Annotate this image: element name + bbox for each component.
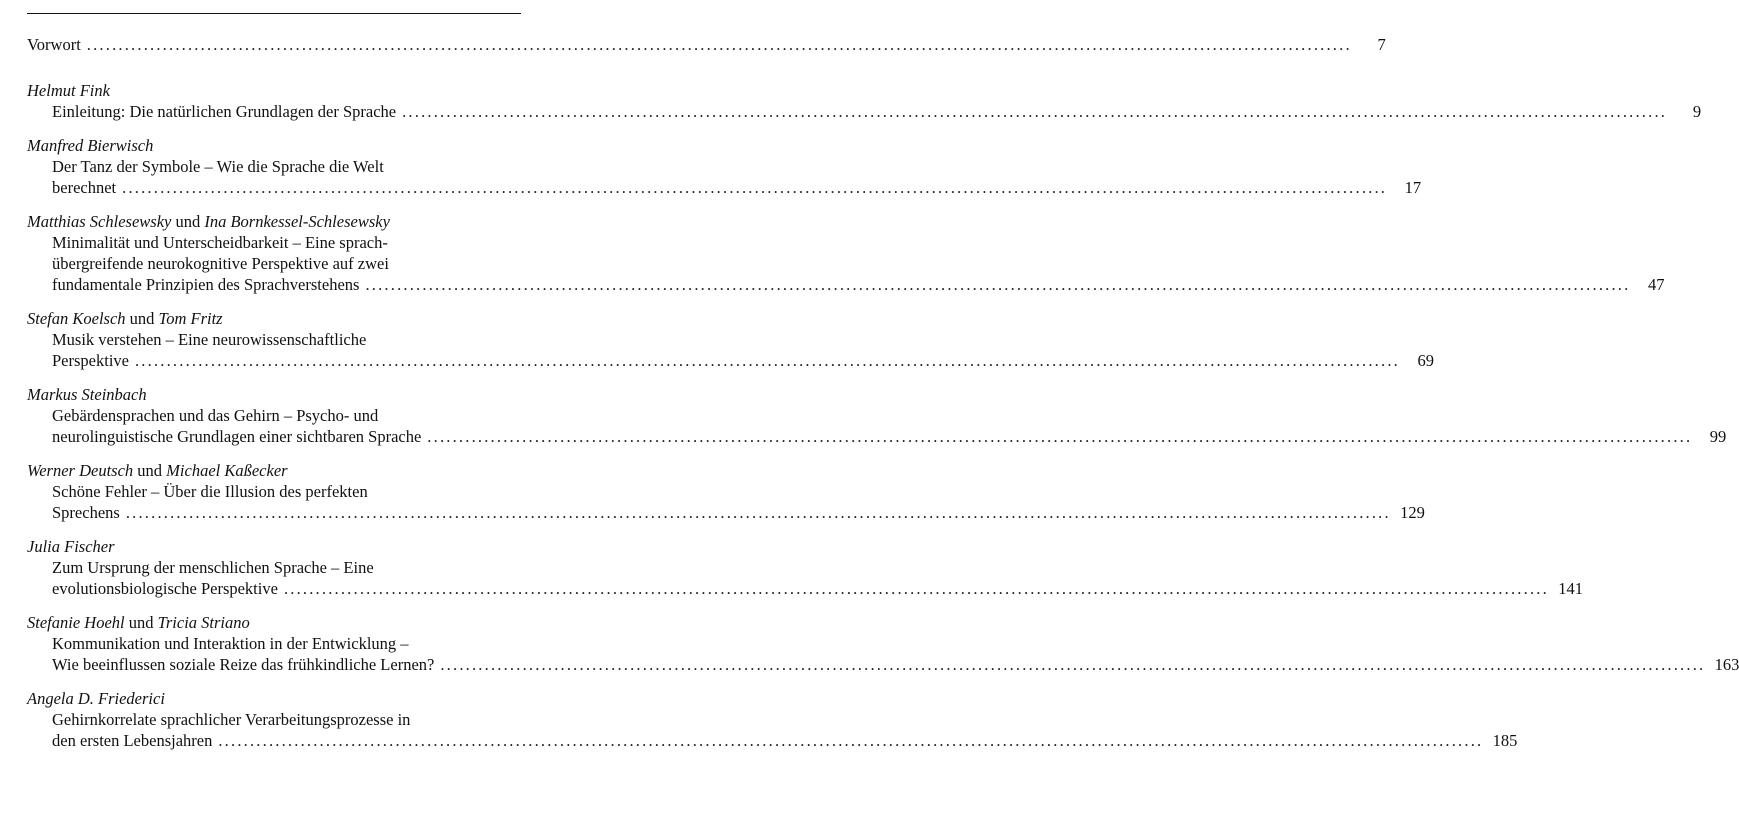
author-name: Tom Fritz <box>158 309 223 328</box>
top-rule <box>27 13 521 14</box>
title-line: neurolinguistische Grundlagen einer sichtbaren Sprache <box>52 427 422 446</box>
title-line: Gehirnkorrelate sprachlicher Verarbeitungsprozesse in <box>52 710 411 729</box>
toc-title <box>27 329 1434 371</box>
title-line: Wie beeinflussen soziale Reize das frühkindliche Lernen? <box>52 655 435 674</box>
author-name: Markus Steinbach <box>27 385 147 404</box>
dot-leader: ........................................................................................................................................................................................................ <box>125 503 1391 522</box>
author-name: Helmut Fink <box>27 81 110 100</box>
author-name: Ina Bornkessel-Schlesewsky <box>204 212 390 231</box>
title-line: Kommunikation und Interaktion in der Entwicklung – <box>52 634 409 653</box>
toc-title <box>27 633 1739 675</box>
toc-authors <box>27 612 521 633</box>
dot-leader: ........................................................................................................................................................................................................ <box>440 655 1706 674</box>
toc-title <box>27 156 1422 198</box>
title-last-line <box>52 274 1665 295</box>
toc-page <box>27 0 1739 832</box>
title-last-line <box>52 350 1434 371</box>
page-number: 163 <box>1714 655 1739 674</box>
dot-leader: ........................................................................................................................................................................................................ <box>283 579 1549 598</box>
title-line: Einleitung: Die natürlichen Grundlagen der Sprache <box>52 102 397 121</box>
title-last-line <box>52 177 1422 198</box>
title-last-line <box>52 654 1739 675</box>
page-number: 9 <box>1692 102 1702 121</box>
title-line: Sprechens <box>52 503 120 522</box>
author-name: Julia Fischer <box>27 537 115 556</box>
toc-title <box>27 34 1386 55</box>
title-line: Minimalität und Unterscheidbarkeit – Eine sprach- <box>52 233 388 252</box>
title-line: berechnet <box>52 178 117 197</box>
author-name: Tricia Striano <box>157 613 250 632</box>
author-name: Manfred Bierwisch <box>27 136 154 155</box>
toc-authors <box>27 308 521 329</box>
toc-entry[interactable] <box>27 536 1583 599</box>
title-last-line <box>52 730 1518 751</box>
author-name: Stefanie Hoehl <box>27 613 125 632</box>
toc-title <box>27 557 1583 599</box>
toc-entry[interactable] <box>27 80 1702 122</box>
table-of-contents <box>27 34 1739 764</box>
title-last-line <box>27 34 1386 55</box>
toc-entry[interactable] <box>27 34 1386 55</box>
dot-leader: ........................................................................................................................................................................................................ <box>427 427 1693 446</box>
toc-entry[interactable] <box>27 308 1434 371</box>
title-line: Der Tanz der Symbole – Wie die Sprache die Welt <box>52 157 384 176</box>
title-line: Zum Ursprung der menschlichen Sprache – Eine <box>52 558 374 577</box>
toc-title <box>27 709 1518 751</box>
title-last-line <box>52 426 1727 447</box>
title-line: Perspektive <box>52 351 129 370</box>
page-number: 129 <box>1400 503 1425 522</box>
title-line: fundamentale Prinzipien des Sprachverstehens <box>52 275 360 294</box>
toc-authors <box>27 460 521 481</box>
toc-entry[interactable] <box>27 135 1422 198</box>
toc-title <box>27 232 1665 295</box>
page-number: 47 <box>1647 275 1665 294</box>
title-line: Gebärdensprachen und das Gehirn – Psycho- und <box>52 406 379 425</box>
toc-authors <box>27 135 521 156</box>
author-joiner: und <box>133 461 167 480</box>
toc-entry[interactable] <box>27 211 1665 295</box>
dot-leader: ........................................................................................................................................................................................................ <box>122 178 1388 197</box>
title-line: Musik verstehen – Eine neurowissenschaftliche <box>52 330 367 349</box>
toc-title <box>27 101 1702 122</box>
dot-leader: ........................................................................................................................................................................................................ <box>134 351 1400 370</box>
title-last-line <box>52 502 1425 523</box>
dot-leader: ........................................................................................................................................................................................................ <box>365 275 1631 294</box>
author-name: Werner Deutsch <box>27 461 134 480</box>
page-number: 69 <box>1417 351 1434 370</box>
title-line: Vorwort <box>27 35 81 54</box>
title-line: übergreifende neurokognitive Perspektive auf zwei <box>52 254 389 273</box>
toc-entry[interactable] <box>27 688 1518 751</box>
title-line: evolutionsbiologische Perspektive <box>52 579 278 598</box>
toc-authors <box>27 536 521 557</box>
page-number: 99 <box>1709 427 1727 446</box>
toc-title <box>27 481 1425 523</box>
page-number: 141 <box>1558 579 1583 598</box>
toc-title <box>27 405 1727 447</box>
author-joiner: und <box>124 613 158 632</box>
author-name: Stefan Koelsch <box>27 309 126 328</box>
page-number: 7 <box>1377 35 1386 54</box>
dot-leader: ........................................................................................................................................................................................................ <box>86 35 1352 54</box>
author-joiner: und <box>125 309 159 328</box>
toc-authors <box>27 211 521 232</box>
author-name: Michael Kaßecker <box>166 461 288 480</box>
title-line: den ersten Lebensjahren <box>52 731 213 750</box>
author-name: Matthias Schlesewsky <box>27 212 172 231</box>
toc-authors <box>27 80 521 101</box>
toc-authors <box>27 384 521 405</box>
toc-entry[interactable] <box>27 460 1425 523</box>
author-name: Angela D. Friederici <box>27 689 165 708</box>
dot-leader: ........................................................................................................................................................................................................ <box>402 102 1668 121</box>
dot-leader: ........................................................................................................................................................................................................ <box>218 731 1484 750</box>
title-last-line <box>52 578 1583 599</box>
toc-authors <box>27 688 521 709</box>
page-number: 17 <box>1404 178 1422 197</box>
page-number: 185 <box>1492 731 1518 750</box>
author-joiner: und <box>171 212 205 231</box>
toc-entry[interactable] <box>27 612 1739 675</box>
title-line: Schöne Fehler – Über die Illusion des perfekten <box>52 482 368 501</box>
title-last-line <box>52 101 1702 122</box>
toc-entry[interactable] <box>27 384 1727 447</box>
